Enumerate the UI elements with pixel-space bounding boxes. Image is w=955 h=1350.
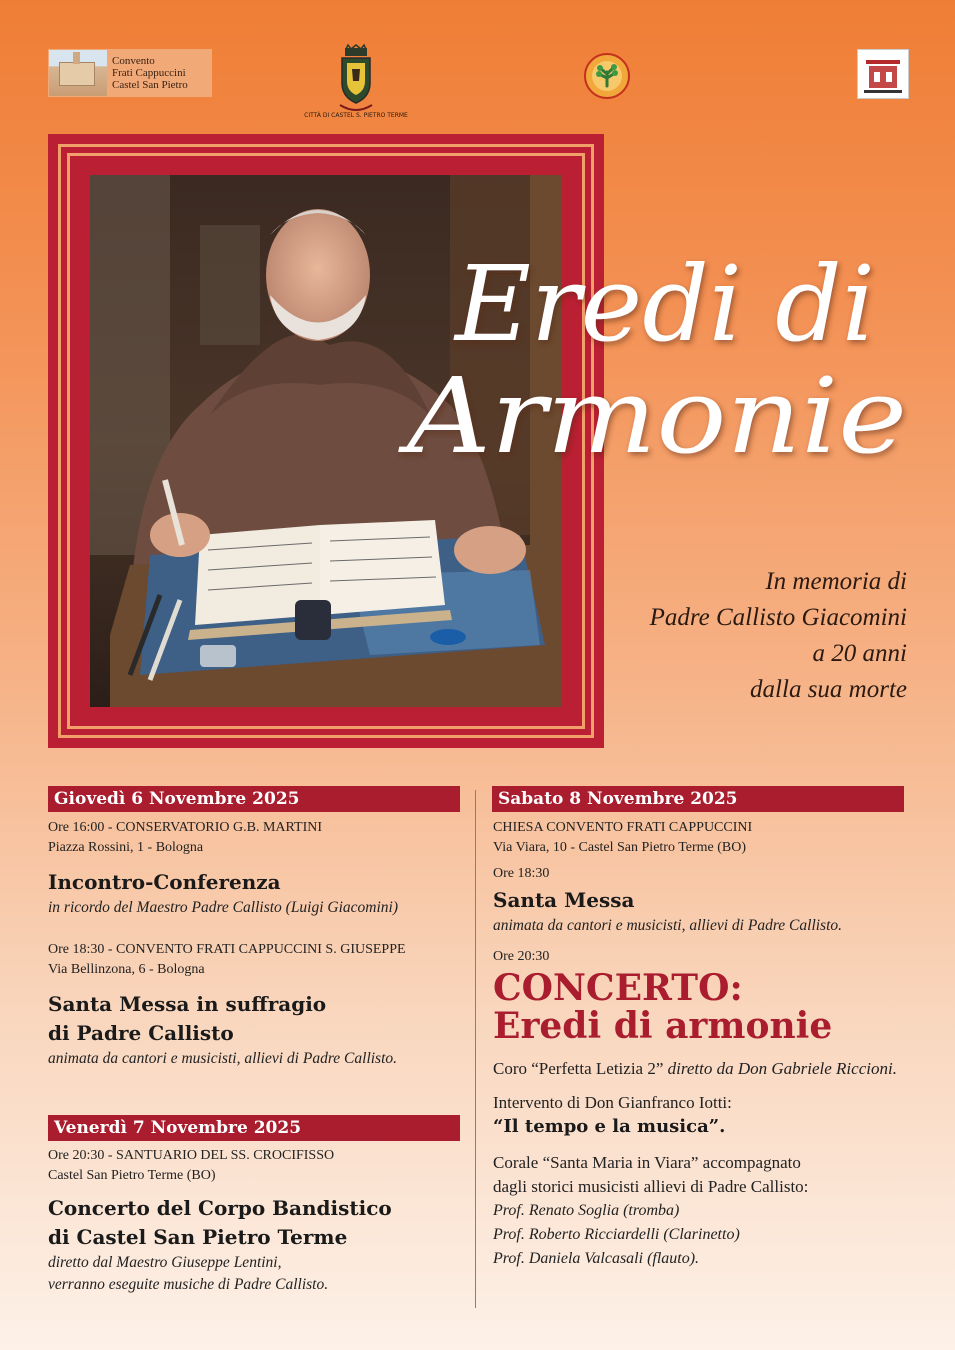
association-round-logo [583, 52, 631, 100]
column-divider [475, 790, 476, 1308]
date-bar-giovedi: Giovedì 6 Novembre 2025 [48, 786, 460, 812]
memoria-text: In memoria di Padre Callisto Giacomini a 20 anni dalla sua morte [649, 568, 907, 703]
event-conferenza: Ore 16:00 - CONSERVATORIO G.B. MARTINI Piazza Rossini, 1 - Bologna Incontro-Conferenza in ricordo del Maestro Padre Callisto (Luigi Giacomini) [48, 820, 399, 916]
event-corpo-bandistico: Ore 20:30 - SANTUARIO DEL SS. CROCIFISSO Castel San Pietro Terme (BO) Concerto del Corpo Bandistico di Castel San Pietro Terme diretto dal Maestro Giuseppe Lentini, verranno eseguite musiche di Padre Callisto. [48, 1148, 392, 1293]
convento-building-image [49, 50, 107, 96]
convento-logo-text: Convento Frati Cappuccini Castel San Pietro [112, 55, 188, 91]
crest-text: CITTÀ DI CASTEL S. PIETRO TERME [304, 112, 408, 119]
event-title [385, 230, 945, 490]
event-sabato: CHIESA CONVENTO FRATI CAPPUCCINI Via Viara, 10 - Castel San Pietro Terme (BO) Ore 18:30 Santa Messa animata da cantori e musicisti, allievi di Padre Callisto. Ore 20:30 CONCERTO: Eredi di armonie Coro “Perfetta Letizia 2” diretto da Don Gabriele Riccioni. Intervento di Don Gianfranco Iotti: “Il tempo e la musica”. Corale “Santa Maria in Viara” accompagnato dagli storici musicisti allievi di Padre Callisto: Prof. Renato Soglia (tromba) Prof. Roberto Ricciardelli (Clarinetto) Prof. Daniela Valcasali (flauto). [493, 818, 913, 1271]
title-line-1: Eredi di [452, 243, 875, 365]
title-line-2: Armonie [398, 355, 907, 477]
terra-storia-memoria-logo [857, 49, 909, 99]
event-messa-suffragio: Ore 18:30 - CONVENTO FRATI CAPPUCCINI S. GIUSEPPE Via Bellinzona, 6 - Bologna Santa Messa in suffragio di Padre Callisto animata da cantori e musicisti, allievi di Padre Callisto. [48, 942, 406, 1067]
concerto-title-2: Eredi di armonie [493, 1005, 833, 1047]
convento-logo [48, 49, 212, 97]
date-bar-sabato: Sabato 8 Novembre 2025 [492, 786, 904, 812]
date-bar-venerdi: Venerdì 7 Novembre 2025 [48, 1115, 460, 1141]
city-crest-logo [304, 45, 408, 119]
concerto-title-1: CONCERTO: [493, 967, 743, 1009]
